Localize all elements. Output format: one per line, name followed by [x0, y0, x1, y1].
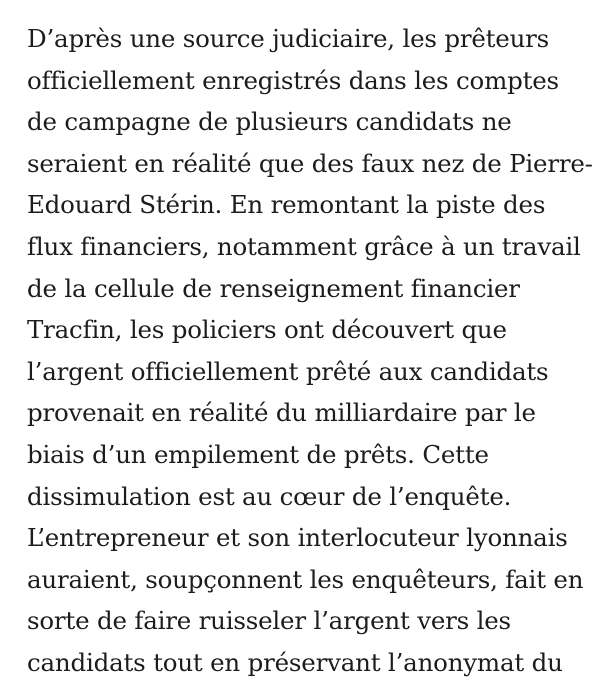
article-line: seraient en réalité que des faux nez de Pierre- [27, 148, 593, 178]
article-line: L’entrepreneur et son interlocuteur lyonnais [27, 523, 568, 553]
article-line: biais d’un empilement de prêts. Cette [27, 439, 489, 469]
article-line: de la cellule de renseignement financier [27, 273, 520, 303]
article-line: flux financiers, notamment grâce à un travail [27, 231, 581, 261]
article-line: provenait en réalité du milliardaire par le [27, 398, 536, 428]
article-body [27, 18, 599, 684]
article-line: D’après une source judiciaire, les prêteurs [27, 24, 550, 53]
article-line: l’argent officiellement prêté aux candidats [27, 356, 549, 386]
article-line: officiellement enregistrés dans les comptes [27, 65, 559, 95]
article-line: dissimulation est au cœur de l’enquête. [27, 481, 512, 511]
article-line: candidats tout en préservant l’anonymat du [27, 647, 563, 677]
article-line: Edouard Stérin. En remontant la piste des [27, 190, 546, 220]
article-line: de campagne de plusieurs candidats ne [27, 107, 512, 137]
article-line: auraient, soupçonnent les enquêteurs, fait en [27, 564, 584, 594]
article-line: Tracfin, les policiers ont découvert que [27, 315, 507, 345]
article-line: sorte de faire ruisseler l’argent vers les [27, 606, 511, 636]
